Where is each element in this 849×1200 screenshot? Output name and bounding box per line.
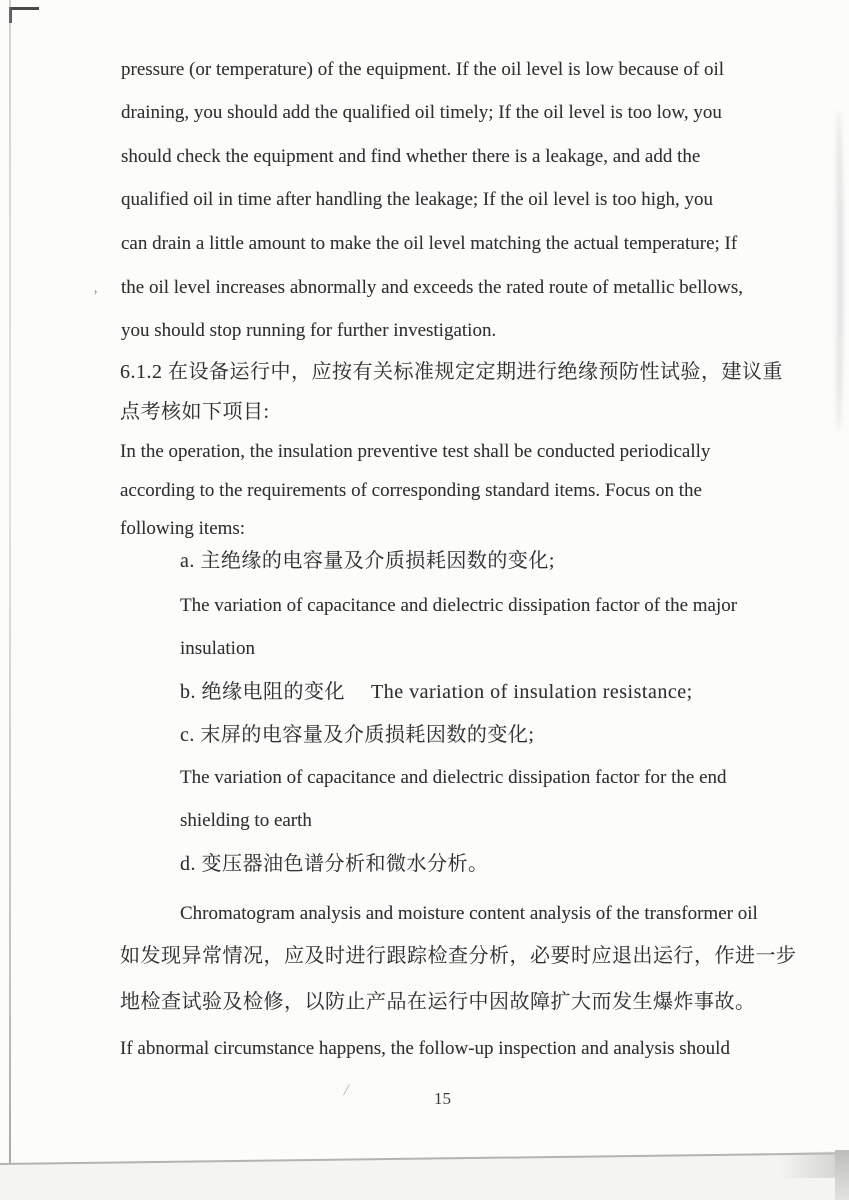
text-line: b. 绝缘电阻的变化 The variation of insulation resistance;	[180, 681, 693, 703]
page-number: 15	[434, 1089, 451, 1108]
text-line: 6.1.2 在设备运行中，应按有关标准规定定期进行绝缘预防性试验，建议重	[120, 361, 783, 383]
corner-crop-mark	[9, 7, 39, 23]
text-line: can drain a little amount to make the oil level matching the actual temperature; If	[121, 233, 738, 254]
text-line: In the operation, the insulation preventive test shall be conducted periodically	[120, 441, 711, 462]
text-line: the oil level increases abnormally and exceeds the rated route of metallic bellows,	[121, 277, 744, 298]
text-line: 点考核如下项目:	[120, 401, 270, 423]
text-line: according to the requirements of corresponding standard items. Focus on the	[120, 480, 702, 501]
text-line: If abnormal circumstance happens, the follow-up inspection and analysis should	[120, 1038, 730, 1059]
text-line: Chromatogram analysis and moisture content analysis of the transformer oil	[180, 903, 758, 924]
text-line: The variation of capacitance and dielectric dissipation factor for the end	[180, 767, 727, 788]
paper-edge-shadow	[779, 1152, 839, 1179]
scan-speck: ’	[93, 288, 98, 304]
text-line: d. 变压器油色谱分析和微水分析。	[180, 853, 489, 875]
scan-speck: /	[342, 1082, 351, 1099]
text-line: c. 末屏的电容量及介质损耗因数的变化;	[180, 724, 535, 746]
text-line: you should stop running for further investigation.	[121, 320, 497, 341]
right-edge-scan-shadow	[834, 110, 843, 430]
text-line: following items:	[120, 518, 246, 539]
text-line: The variation of capacitance and dielectric dissipation factor of the major	[180, 595, 738, 616]
text-line: qualified oil in time after handling the leakage; If the oil level is too high, you	[121, 189, 714, 210]
left-paper-edge-line	[9, 0, 11, 1164]
paper-edge-shadow	[835, 1150, 849, 1200]
text-line: 地检查试验及检修，以防止产品在运行中因故障扩大而发生爆炸事故。	[120, 991, 756, 1013]
text-line: 如发现异常情况，应及时进行跟踪检查分析，必要时应退出运行，作进一步	[120, 945, 797, 967]
text-line: insulation	[180, 638, 255, 659]
text-line: shielding to earth	[180, 810, 312, 831]
text-line: pressure (or temperature) of the equipment. If the oil level is low because of oil	[121, 59, 725, 80]
text-line: a. 主绝缘的电容量及介质损耗因数的变化;	[180, 550, 555, 572]
text-line: should check the equipment and find whether there is a leakage, and add the	[121, 146, 701, 167]
text-line: draining, you should add the qualified oil timely; If the oil level is too low, you	[121, 102, 722, 123]
